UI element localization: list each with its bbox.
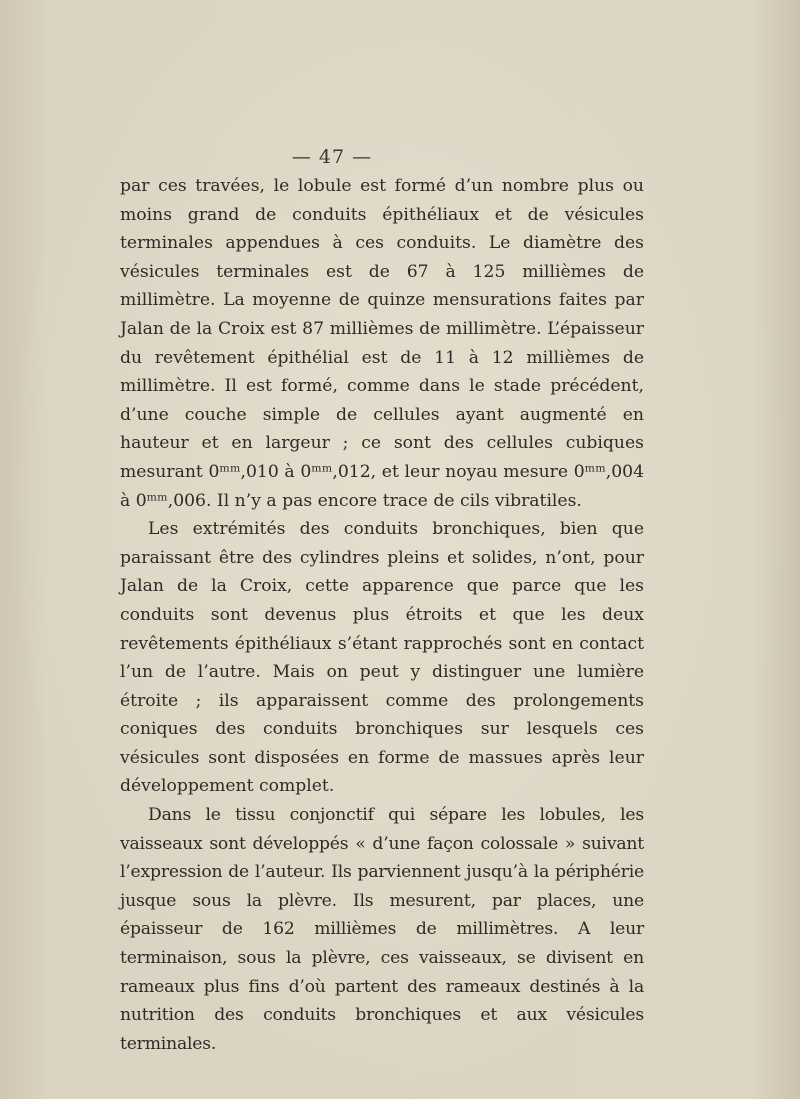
paragraph-1: par ces travées, le lobule est formé d’un nombre plus ou moins grand de conduits épithéliaux et de vésicules terminales appendues à ces conduits. Le diamètre des vésicules terminales est de 67 à 125 millièmes de millimètre. La moyenne de quinze mensurations faites par Jalan de la Croix est 87 millièmes de millimètre. L’épaisseur du revêtement épithélial est de 11 à 12 millièmes de millimètre. Il est formé, comme dans le stade précédent, d’une couche simple de cellules ayant augmenté en hauteur et en largeur ; ce sont des cellules cubiques mesurant 0ᵐᵐ,010 à 0ᵐᵐ,012, et leur noyau mesure 0ᵐᵐ,004 à 0ᵐᵐ,006. Il n’y a pas encore trace de cils vibratiles. [120, 176, 644, 511]
paragraph-2: Les extrémités des conduits bronchiques, bien que paraissant être des cylindres pleins et solides, n’ont, pour Jalan de la Croix, cette apparence que parce que les conduits sont devenus plus étroits et que les deux revêtements épithéliaux s’étant rapprochés sont en contact l’un de l’autre. Mais on peut y distinguer une lumière étroite ; ils apparaissent comme des prolongements coniques des conduits bronchiques sur lesquels ces vésicules sont disposées en forme de massues après leur développement complet. [120, 519, 644, 797]
page-number: — 47 — [291, 146, 373, 168]
body-text [120, 172, 644, 1058]
paragraph-3: Dans le tissu conjonctif qui sépare les lobules, les vaisseaux sont développés « d’une façon colossale » suivant l’expression de l’auteur. Ils parviennent jusqu’à la périphérie jusque sous la plèvre. Ils mesurent, par places, une épaisseur de 162 millièmes de millimètres. A leur terminaison, sous la plèvre, ces vaisseaux, se divisent en rameaux plus fins d’où partent des rameaux destinés à la nutrition des conduits bronchiques et aux vésicules terminales. [120, 805, 644, 1054]
